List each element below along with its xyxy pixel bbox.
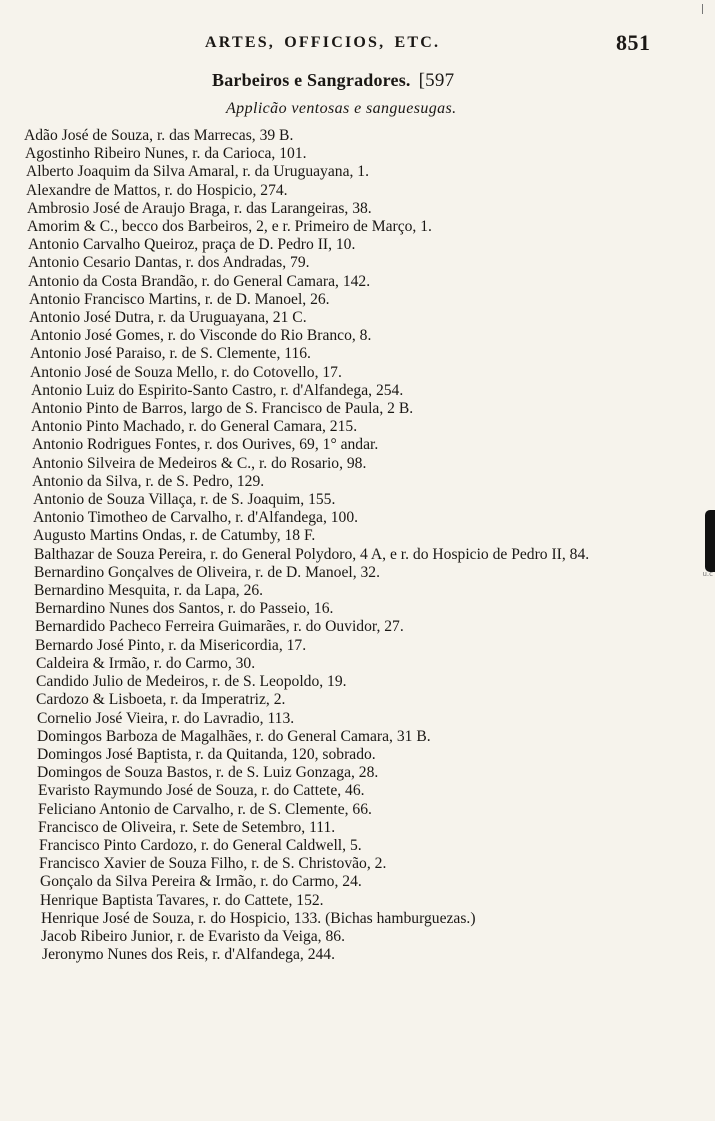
directory-entry: Balthazar de Souza Pereira, r. do General Polydoro, 4 A, e r. do Hospicio de Pedro II, 84. — [34, 545, 590, 563]
directory-entry: Domingos José Baptista, r. da Quitanda, 120, sobrado. — [37, 745, 376, 763]
directory-entry: Antonio Timotheo de Carvalho, r. d'Alfandega, 100. — [33, 509, 359, 527]
section-reference: [597 — [418, 70, 455, 91]
directory-entry: Evaristo Raymundo José de Souza, r. do Cattete, 46. — [38, 782, 365, 800]
directory-entry: Candido Julio de Medeiros, r. de S. Leopoldo, 19. — [36, 673, 347, 691]
directory-entry: Antonio Francisco Martins, r. de D. Manoel, 26. — [29, 290, 330, 308]
directory-entry: Feliciano Antonio de Carvalho, r. de S. Clemente, 66. — [38, 800, 372, 818]
directory-entry: Alexandre de Mattos, r. do Hospicio, 274. — [26, 181, 288, 199]
directory-entry: Antonio da Costa Brandão, r. do General Camara, 142. — [28, 272, 371, 290]
directory-entry: Bernardino Gonçalves de Oliveira, r. de D. Manoel, 32. — [34, 563, 380, 581]
directory-entry: Alberto Joaquim da Silva Amaral, r. da Uruguayana, 1. — [26, 163, 369, 181]
binding-tab-mark — [705, 510, 715, 572]
directory-entry: Bernardino Mesquita, r. da Lapa, 26. — [34, 582, 264, 600]
directory-entry: Antonio José Gomes, r. do Visconde do Rio Branco, 8. — [30, 327, 372, 345]
section-title — [212, 70, 454, 92]
directory-entry: Antonio Luiz do Espirito-Santo Castro, r. d'Alfandega, 254. — [31, 381, 404, 399]
section-subtitle: Applicão ventosas e sanguesugas. — [226, 100, 457, 117]
directory-entry: Cardozo & Lisboeta, r. da Imperatriz, 2. — [36, 691, 286, 709]
directory-entry: Antonio José Paraiso, r. de S. Clemente, 116. — [30, 345, 311, 363]
directory-entry: Agostinho Ribeiro Nunes, r. da Carioca, 101. — [25, 145, 307, 163]
directory-entry: Antonio Silveira de Medeiros & C., r. do Rosario, 98. — [32, 454, 367, 472]
directory-entry: Bernardo José Pinto, r. da Misericordia, 17. — [35, 636, 307, 654]
directory-entry: Adão José de Souza, r. das Marrecas, 39 B. — [24, 127, 294, 144]
directory-entry: Francisco de Oliveira, r. Sete de Setembro, 111. — [38, 818, 336, 836]
directory-entry: Henrique José de Souza, r. do Hospicio, 133. (Bichas hamburguezas.) — [41, 909, 476, 927]
directory-entry: Bernardido Pacheco Ferreira Guimarães, r. do Ouvidor, 27. — [35, 618, 404, 636]
directory-entry: Antonio Cesario Dantas, r. dos Andradas, 79. — [28, 254, 310, 272]
directory-entry: Henrique Baptista Tavares, r. do Cattete, 152. — [40, 891, 324, 909]
page-number: 851 — [616, 30, 651, 55]
directory-entry: Antonio Pinto Machado, r. do General Camara, 215. — [31, 418, 358, 436]
directory-entry: Antonio Carvalho Queiroz, praça de D. Pedro II, 10. — [28, 236, 356, 254]
directory-entry: Augusto Martins Ondas, r. de Catumby, 18 F. — [33, 527, 316, 545]
margin-note: u.c — [702, 570, 713, 578]
directory-entry: Francisco Pinto Cardozo, r. do General Caldwell, 5. — [39, 836, 362, 854]
directory-entry: Francisco Xavier de Souza Filho, r. de S. Christovão, 2. — [39, 855, 387, 873]
directory-entry: Domingos de Souza Bastos, r. de S. Luiz Gonzaga, 28. — [37, 764, 379, 782]
directory-entry: Gonçalo da Silva Pereira & Irmão, r. do Carmo, 24. — [40, 873, 362, 891]
directory-entry: Antonio Pinto de Barros, largo de S. Francisco de Paula, 2 B. — [31, 400, 414, 418]
directory-entry: Antonio José de Souza Mello, r. do Cotovello, 17. — [30, 363, 342, 381]
section-heading: Barbeiros e Sangradores. — [212, 70, 411, 90]
directory-entry: Antonio Rodrigues Fontes, r. dos Ourives, 69, 1° andar. — [32, 436, 379, 454]
directory-entry: Antonio de Souza Villaça, r. de S. Joaquim, 155. — [33, 491, 336, 509]
running-title: ARTES, OFFICIOS, ETC. — [205, 34, 441, 51]
directory-entry: Jacob Ribeiro Junior, r. de Evaristo da Veiga, 86. — [41, 927, 345, 945]
directory-entry: Ambrosio José de Araujo Braga, r. das Larangeiras, 38. — [27, 199, 372, 217]
directory-entry: Antonio da Silva, r. de S. Pedro, 129. — [32, 472, 265, 490]
directory-entry: Cornelio José Vieira, r. do Lavradio, 113. — [37, 709, 295, 727]
page-edge-mark — [702, 4, 715, 14]
directory-entry: Caldeira & Irmão, r. do Carmo, 30. — [36, 654, 256, 672]
directory-entry: Jeronymo Nunes dos Reis, r. d'Alfandega, 244. — [42, 946, 335, 964]
directory-entry: Bernardino Nunes dos Santos, r. do Passeio, 16. — [35, 600, 334, 618]
entry-list — [0, 127, 715, 964]
directory-entry: Domingos Barboza de Magalhães, r. do General Camara, 31 B. — [37, 727, 431, 745]
running-head — [0, 30, 715, 56]
directory-entry: Amorim & C., becco dos Barbeiros, 2, e r. Primeiro de Março, 1. — [27, 218, 432, 236]
directory-entry: Antonio José Dutra, r. da Uruguayana, 21 C. — [29, 309, 307, 327]
